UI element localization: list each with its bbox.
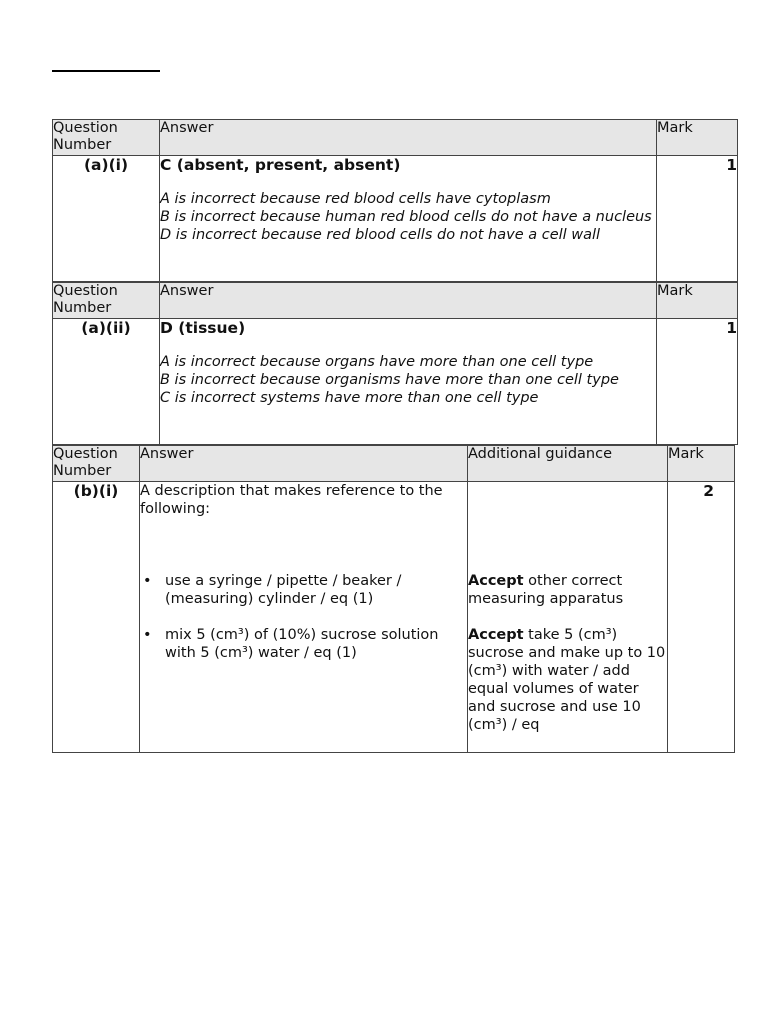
- mark-scheme-table-a-i: [52, 119, 738, 282]
- table-header-row: [53, 120, 738, 156]
- answer-cell: [160, 319, 657, 445]
- reason-line: D is incorrect because red blood cells do not have a cell wall: [160, 227, 601, 243]
- answer-intro: A description that makes reference to the following:: [140, 483, 443, 517]
- mark-header: Mark: [657, 283, 738, 319]
- answer-key: D (tissue): [160, 319, 246, 337]
- table-header-row: [53, 446, 735, 482]
- guidance-keyword: Accept: [468, 627, 524, 643]
- table-row: [53, 156, 738, 282]
- question-number: (a)(i): [53, 156, 160, 282]
- list-item: • mix 5 (cm³) of (10%) sucrose solution with 5 (cm³) water / eq (1): [165, 626, 467, 662]
- guidance-text: take 5 (cm³) sucrose and make up to 10 (cm³) with water / add equal volumes of water and sucrose and use 10 (cm³) / eq: [468, 627, 666, 733]
- mark-value: 1: [657, 156, 738, 282]
- answer-cell: [140, 482, 468, 753]
- additional-guidance-header: Additional guidance: [468, 446, 668, 482]
- guidance-keyword: Accept: [468, 573, 524, 589]
- reason-line: A is incorrect because organs have more than one cell type: [160, 354, 594, 370]
- question-number: (b)(i): [53, 482, 140, 753]
- answer-header: Answer: [160, 283, 657, 319]
- answer-header: Answer: [160, 120, 657, 156]
- answer-header: Answer: [140, 446, 468, 482]
- mark-scheme-table-b-i: [52, 445, 735, 753]
- mark-header: Mark: [657, 120, 738, 156]
- answer-points: [140, 572, 467, 662]
- mark-header: Mark: [668, 446, 735, 482]
- answer-key: C (absent, present, absent): [160, 156, 401, 174]
- guidance-cell: [468, 482, 668, 753]
- table-header-row: [53, 283, 738, 319]
- reason-line: B is incorrect because organisms have more than one cell type: [160, 372, 619, 388]
- reason-line: B is incorrect because human red blood cells do not have a nucleus: [160, 209, 652, 225]
- guidance-text: other correct measuring apparatus: [468, 573, 624, 607]
- guidance-item: [468, 626, 667, 734]
- question-number: (a)(ii): [53, 319, 160, 445]
- table-row: [53, 482, 735, 753]
- mark-scheme-table-a-ii: [52, 282, 738, 445]
- header-rule: [52, 70, 160, 72]
- table-row: [53, 319, 738, 445]
- mark-value: 2: [668, 482, 735, 753]
- mark-value: 1: [657, 319, 738, 445]
- question-number-header: Question Number: [53, 120, 160, 156]
- list-item: • use a syringe / pipette / beaker / (measuring) cylinder / eq (1): [165, 572, 467, 608]
- guidance-item: [468, 572, 667, 608]
- reason-line: C is incorrect systems have more than one cell type: [160, 390, 539, 406]
- reason-line: A is incorrect because red blood cells have cytoplasm: [160, 191, 551, 207]
- question-number-header: Question Number: [53, 446, 140, 482]
- question-number-header: Question Number: [53, 283, 160, 319]
- answer-cell: [160, 156, 657, 282]
